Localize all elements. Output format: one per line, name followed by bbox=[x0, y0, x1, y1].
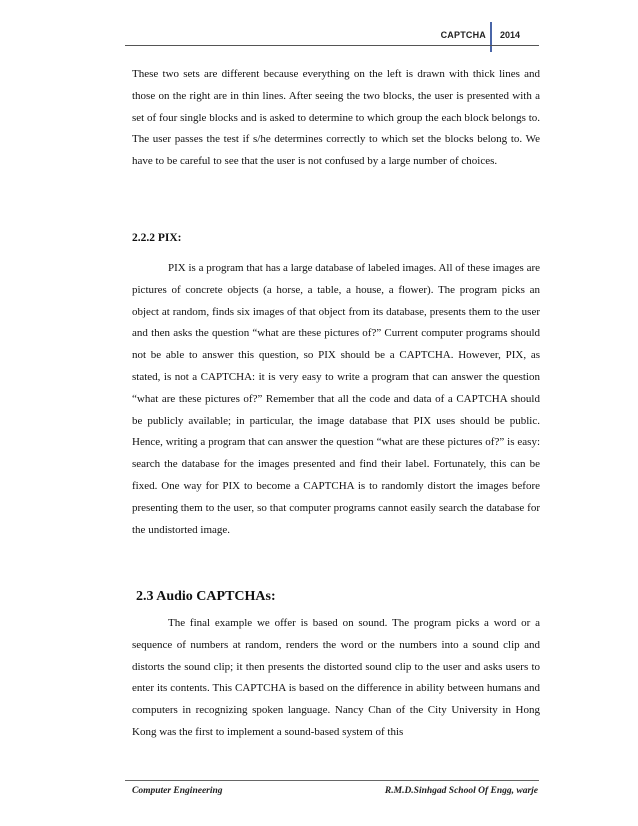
section-pix bbox=[132, 258, 540, 541]
heading-pix: 2.2.2 PIX: bbox=[132, 232, 182, 244]
section-intro bbox=[132, 64, 540, 173]
header-rule bbox=[125, 45, 539, 46]
paragraph-pix: PIX is a program that has a large database of labeled images. All of these images are pictures of concrete objects (a horse, a table, a house, a flower). The program picks an object at random, finds six images of that object from its database, presents them to the user and then asks the question “what are these pictures of?” Current computer programs should not be able to answer this question, so PIX should be a CAPTCHA. However, PIX, as stated, is not a CAPTCHA: it is very easy to write a program that can answer the question “what are these pictures of?” Remember that all the code and data of a CAPTCHA should be publicly available; in particular, the image database that PIX uses should be public. Hence, writing a program that can answer the question “what are these pictures of?” is easy: search the database for the images presented and find their label. Fortunately, this can be fixed. One way for PIX to become a CAPTCHA is to randomly distort the images before presenting them to the user, so that computer programs cannot easily search the database for the undistorted image. bbox=[132, 262, 540, 536]
footer-department: Computer Engineering bbox=[132, 786, 223, 796]
header-separator bbox=[490, 22, 492, 52]
paragraph-intro: These two sets are different because everything on the left is drawn with thick lines and those on the right are in thin lines. After seeing the two blocks, the user is presented with a set of four single blocks and is asked to determine to which group the each block belongs to. The user passes the test if s/he determines correctly to which set the blocks belong to. We have to be careful to see that the user is not confused by a large number of choices. bbox=[132, 68, 540, 168]
footer-institution: R.M.D.Sinhgad School Of Engg, warje bbox=[384, 786, 538, 796]
paragraph-audio: The final example we offer is based on sound. The program picks a word or a sequence of numbers at random, renders the word or the numbers into a sound clip and distorts the sound clip; it then presents the distorted sound clip to the user and asks users to enter its contents. This CAPTCHA is based on the difference in ability between humans and computers in recognizing spoken language. Nancy Chan of the City University in Hong Kong was the first to implement a sound-based system of this bbox=[132, 617, 540, 738]
footer-rule bbox=[125, 780, 539, 781]
header-title: CAPTCHA bbox=[440, 30, 486, 40]
header-year: 2014 bbox=[500, 30, 521, 40]
heading-audio-captchas: 2.3 Audio CAPTCHAs: bbox=[136, 589, 276, 604]
section-audio bbox=[132, 613, 540, 744]
